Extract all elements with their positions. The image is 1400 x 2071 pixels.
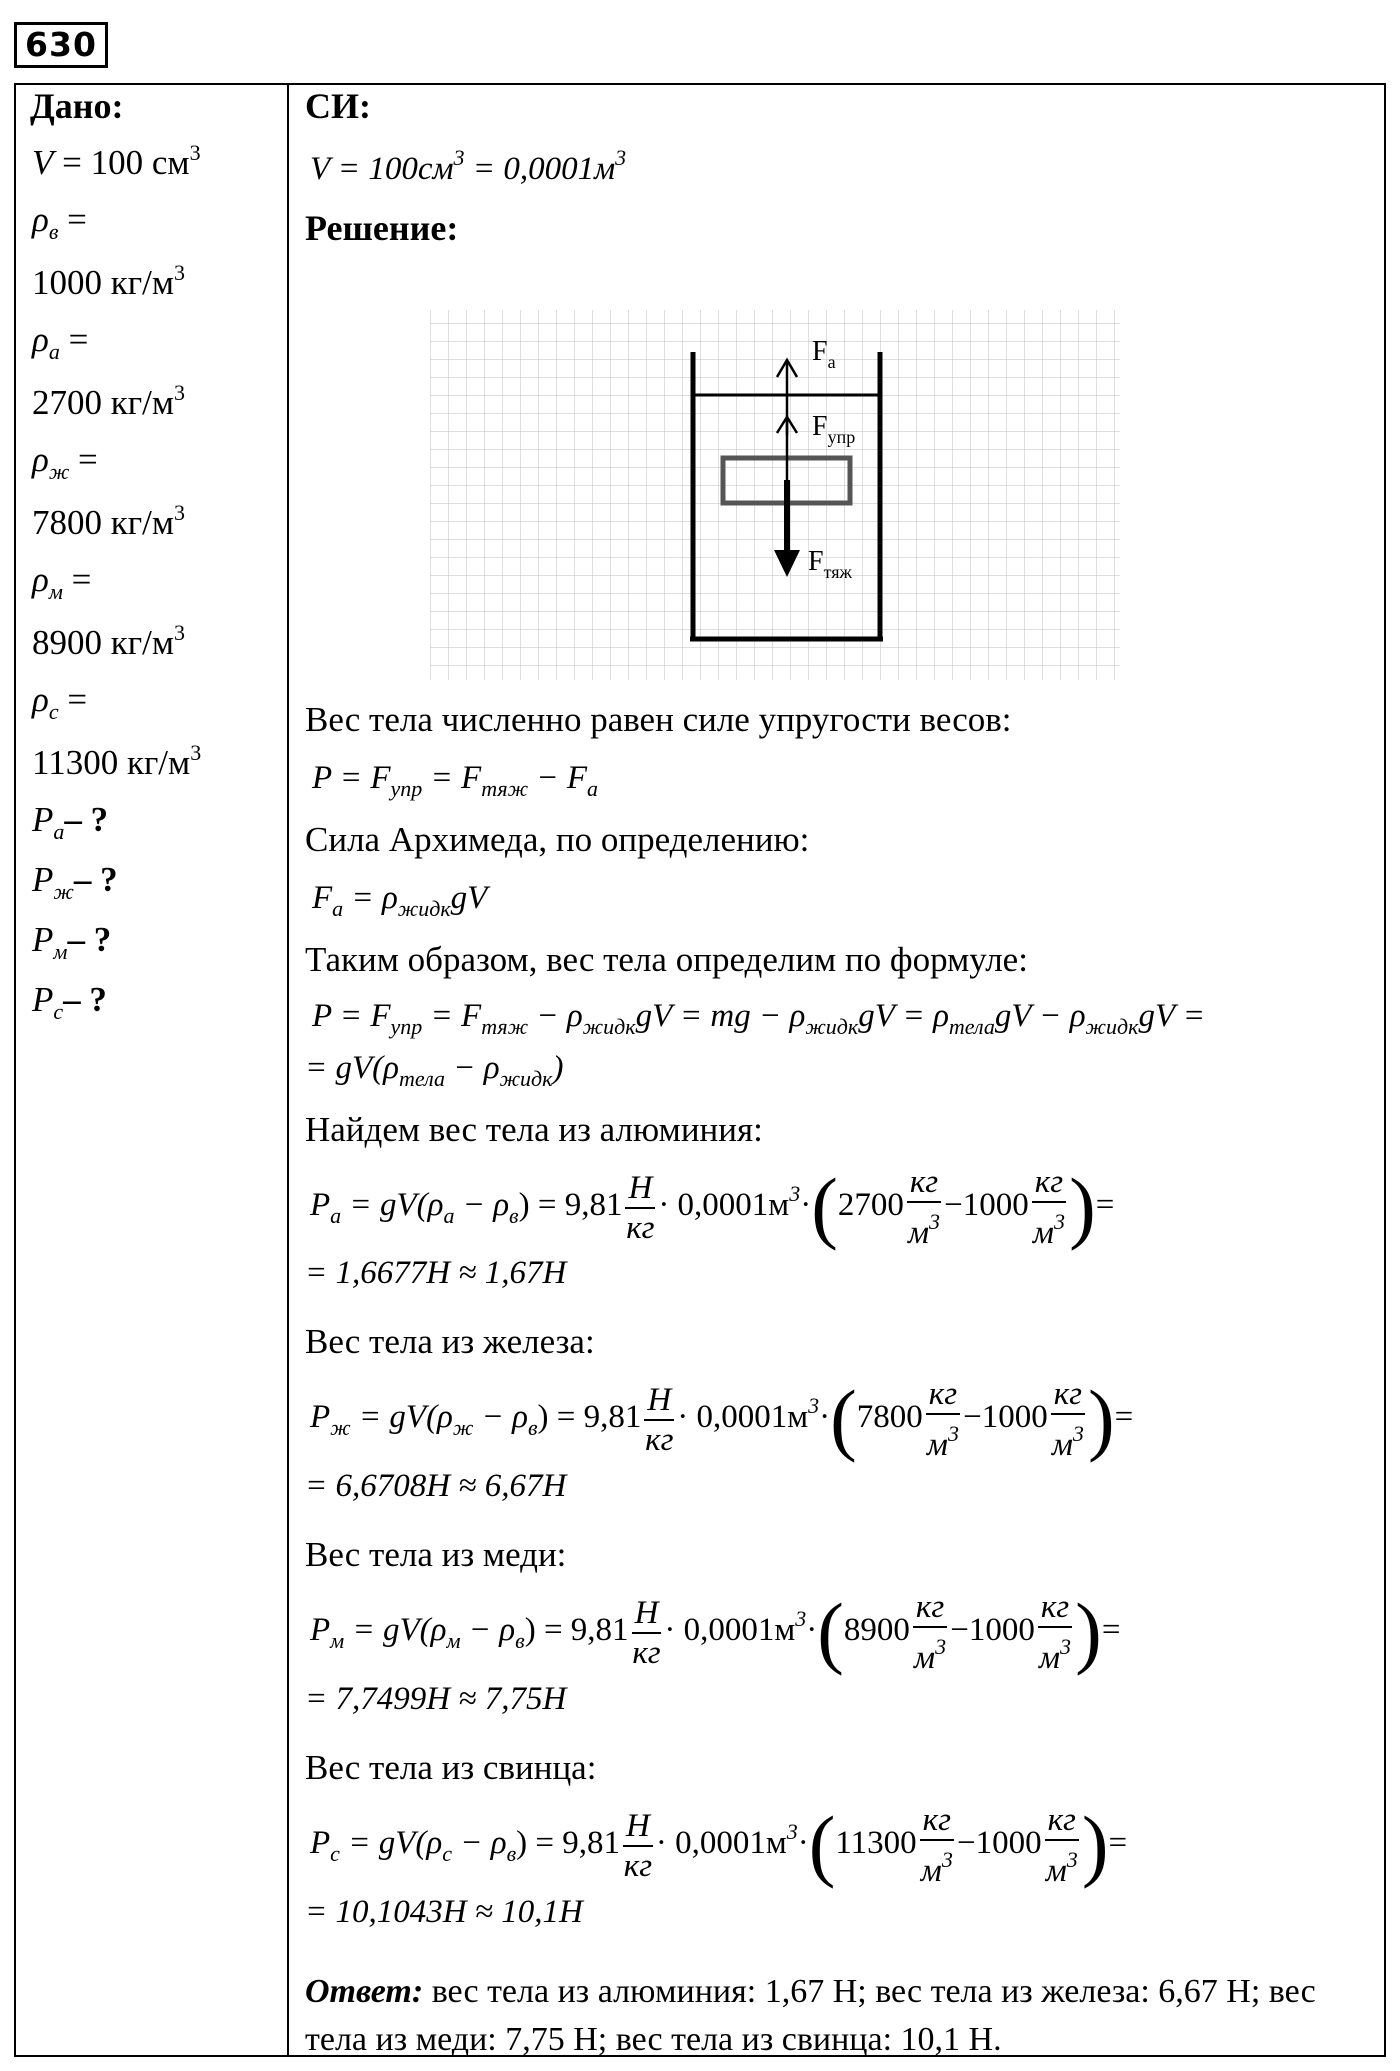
answer — [305, 1968, 1365, 2064]
si-conversion: $V = 100см^3 = 0,0001м^3$ — [310, 145, 627, 187]
given-item: 2700 $кг/м^3$ — [32, 380, 185, 422]
given-item: $P_с-$ ? — [32, 980, 107, 1024]
formula-4: = $gV(\rho_{тела} - \rho_{жидк})$ — [305, 1050, 564, 1091]
given-item: $\rho_а$ = — [32, 320, 89, 364]
calc-result: = 7,7499H ≈ 7,75H — [305, 1681, 567, 1717]
calc-equation: $P_а = gV(\rho_а - \rho_в) = 9,81$ $\frac{H}{кг}$ · $0,0001м^3\cdot(2700$ $\frac{кг}{м^3}$ −1000 $\frac{кг}{м^3}$ )= — [310, 1163, 1115, 1252]
text-copper: Вес тела из меди: — [305, 1535, 567, 1574]
answer-text: вес тела из алюминия: 1,67 Н; вес тела из железа: 6,67 Н; вес тела из меди: 7,75 Н; вес тела из свинца: 10,1 Н. — [305, 1973, 1316, 2058]
calc-result: = 1,6677H ≈ 1,67H — [305, 1255, 567, 1291]
text-weight-equals-elastic: Вес тела численно равен силе упругости весов: — [305, 700, 1012, 739]
column-divider — [287, 83, 289, 2055]
formula-3: $P = F_{упр} = F_{тяж} - \rho_{жидк}gV$ = mg − $\rho_{жидк}gV = \rho_{тела}gV - \rho_{жидк}gV$ = — [312, 998, 1206, 1039]
text-lead: Вес тела из свинца: — [305, 1748, 597, 1787]
answer-label: Ответ: — [305, 1973, 424, 2010]
given-item: 1000 $кг/м^3$ — [32, 260, 185, 302]
label-fa: $F_а$ — [812, 336, 836, 372]
calc-equation: $P_с = gV(\rho_с - \rho_в) = 9,81$ $\frac{H}{кг}$ · $0,0001м^3\cdot(11300$ $\frac{кг}{м^3}$ −1000 $\frac{кг}{м^3}$ )= — [310, 1801, 1128, 1890]
forces-diagram — [430, 305, 1120, 680]
problem-number: 630 — [14, 22, 108, 68]
given-item: $\rho_с$ = — [32, 680, 88, 724]
text-iron: Вес тела из железа: — [305, 1322, 595, 1361]
given-item: $\rho_ж$ = — [32, 440, 98, 484]
given-item: $P_а-$ ? — [32, 800, 109, 844]
calc-equation: $P_ж = gV(\rho_ж - \rho_в) = 9,81$ $\frac{H}{кг}$ · $0,0001м^3\cdot(7800$ $\frac{кг}{м^3}$ −1000 $\frac{кг}{м^3}$ )= — [310, 1375, 1134, 1464]
calc-result: = 10,1043H ≈ 10,1H — [305, 1894, 583, 1930]
si-header: СИ: — [305, 86, 371, 126]
calc-result: = 6,6708H ≈ 6,67H — [305, 1468, 567, 1504]
solution-header: Решение: — [305, 208, 459, 248]
formula-2: $F_а = \rho_{жидк}gV$ — [312, 880, 488, 921]
given-item: $P_м-$ ? — [32, 920, 112, 964]
text-weight-formula: Таким образом, вес тела определим по формуле: — [305, 940, 1028, 979]
text-archimedes-definition: Сила Архимеда, по определению: — [305, 820, 810, 859]
calc-equation: $P_м = gV(\rho_м - \rho_в) = 9,81$ $\frac{H}{кг}$ · $0,0001м^3\cdot(8900$ $\frac{кг}{м^3}$ −1000 $\frac{кг}{м^3}$ )= — [310, 1588, 1121, 1677]
given-item: 7800 $кг/м^3$ — [32, 500, 185, 542]
given-item: V = 100 $см^3$ — [32, 140, 201, 182]
given-header: Дано: — [30, 86, 124, 126]
label-fupr: $F_{упр}$ — [812, 411, 856, 447]
label-ftyazh: $F_{тяж}$ — [808, 546, 852, 582]
text-aluminium: Найдем вес тела из алюминия: — [305, 1110, 763, 1149]
given-item: 8900 $кг/м^3$ — [32, 620, 185, 662]
given-item: $\rho_м$ = — [32, 560, 92, 604]
formula-1: $P = F_{упр} = F_{тяж} - F_а$ — [312, 760, 598, 801]
grid-background — [430, 310, 1120, 680]
given-item: 11300 $кг/м^3$ — [32, 740, 202, 782]
given-item: $P_ж-$ ? — [32, 860, 118, 904]
given-item: $\rho_в$ = — [32, 200, 87, 244]
